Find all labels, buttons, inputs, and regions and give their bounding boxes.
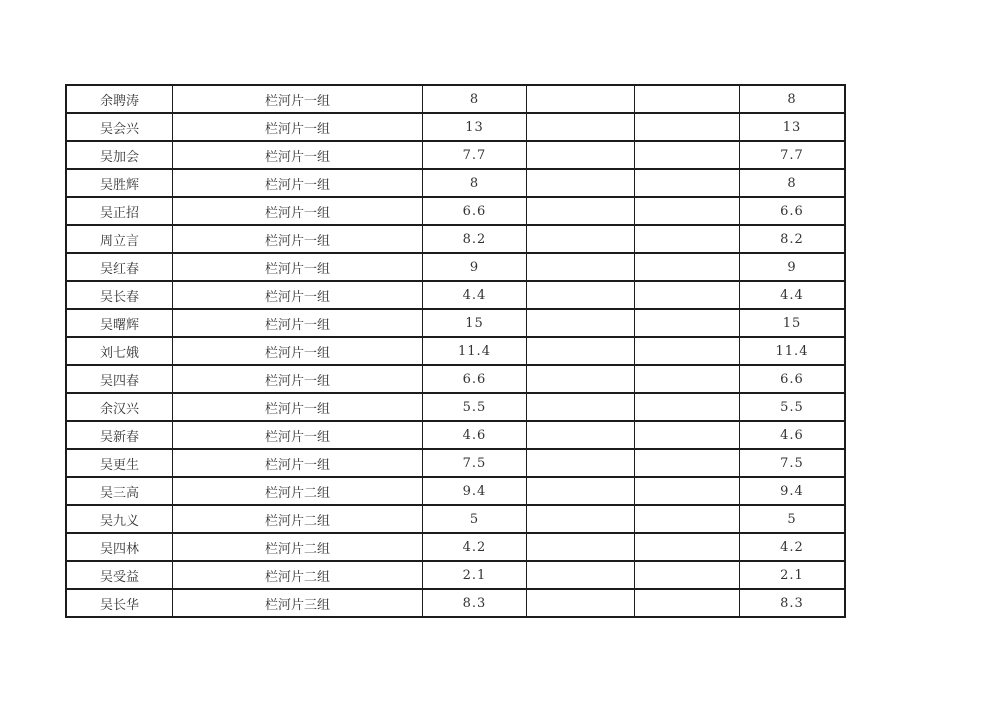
person-name-cell: 吴红春: [66, 253, 173, 281]
value1-cell: 8.2: [423, 225, 527, 253]
empty-cell-2: [635, 449, 740, 477]
group-cell: 栏河片二组: [173, 477, 423, 505]
table-row: [66, 253, 845, 281]
group-cell: 栏河片一组: [173, 309, 423, 337]
value1-cell: 7.5: [423, 449, 527, 477]
empty-cell-1: [527, 281, 635, 309]
group-cell: 栏河片二组: [173, 561, 423, 589]
value2-cell: 9: [740, 253, 846, 281]
person-name-cell: 吴会兴: [66, 113, 173, 141]
table-row: [66, 365, 845, 393]
value1-cell: 5: [423, 505, 527, 533]
group-cell: 栏河片一组: [173, 281, 423, 309]
empty-cell-2: [635, 169, 740, 197]
empty-cell-2: [635, 589, 740, 617]
table-row: [66, 225, 845, 253]
table-row: [66, 561, 845, 589]
value2-cell: 2.1: [740, 561, 846, 589]
table-row: [66, 113, 845, 141]
empty-cell-1: [527, 477, 635, 505]
value1-cell: 8: [423, 169, 527, 197]
person-name-cell: 吴曙辉: [66, 309, 173, 337]
table-row: [66, 85, 845, 113]
person-name-cell: 吴加会: [66, 141, 173, 169]
empty-cell-1: [527, 253, 635, 281]
empty-cell-1: [527, 589, 635, 617]
empty-cell-1: [527, 225, 635, 253]
group-cell: 栏河片一组: [173, 337, 423, 365]
value1-cell: 5.5: [423, 393, 527, 421]
empty-cell-1: [527, 309, 635, 337]
value2-cell: 8: [740, 85, 846, 113]
empty-cell-1: [527, 421, 635, 449]
group-cell: 栏河片一组: [173, 113, 423, 141]
person-name-cell: 吴正招: [66, 197, 173, 225]
value2-cell: 7.5: [740, 449, 846, 477]
value2-cell: 11.4: [740, 337, 846, 365]
group-cell: 栏河片一组: [173, 253, 423, 281]
value2-cell: 8.2: [740, 225, 846, 253]
table-row: [66, 589, 845, 617]
group-cell: 栏河片一组: [173, 449, 423, 477]
group-cell: 栏河片一组: [173, 169, 423, 197]
empty-cell-1: [527, 197, 635, 225]
table-row: [66, 309, 845, 337]
value1-cell: 8: [423, 85, 527, 113]
empty-cell-1: [527, 365, 635, 393]
value1-cell: 4.6: [423, 421, 527, 449]
table-row: [66, 281, 845, 309]
value1-cell: 6.6: [423, 365, 527, 393]
table-row: [66, 141, 845, 169]
person-name-cell: 吴四林: [66, 533, 173, 561]
value2-cell: 9.4: [740, 477, 846, 505]
person-name-cell: 吴更生: [66, 449, 173, 477]
table-row: [66, 449, 845, 477]
group-cell: 栏河片一组: [173, 421, 423, 449]
person-name-cell: 吴三高: [66, 477, 173, 505]
table-row: [66, 477, 845, 505]
empty-cell-2: [635, 505, 740, 533]
empty-cell-1: [527, 113, 635, 141]
empty-cell-1: [527, 533, 635, 561]
value1-cell: 4.4: [423, 281, 527, 309]
empty-cell-2: [635, 393, 740, 421]
table-row: [66, 533, 845, 561]
value1-cell: 4.2: [423, 533, 527, 561]
table-row: [66, 505, 845, 533]
value1-cell: 11.4: [423, 337, 527, 365]
empty-cell-2: [635, 477, 740, 505]
empty-cell-1: [527, 85, 635, 113]
table-row: [66, 421, 845, 449]
person-name-cell: 刘七娥: [66, 337, 173, 365]
value2-cell: 4.6: [740, 421, 846, 449]
table-row: [66, 197, 845, 225]
person-name-cell: 吴四春: [66, 365, 173, 393]
empty-cell-1: [527, 169, 635, 197]
value2-cell: 6.6: [740, 365, 846, 393]
value1-cell: 2.1: [423, 561, 527, 589]
group-cell: 栏河片三组: [173, 589, 423, 617]
person-name-cell: 吴新春: [66, 421, 173, 449]
value2-cell: 15: [740, 309, 846, 337]
empty-cell-1: [527, 337, 635, 365]
value1-cell: 8.3: [423, 589, 527, 617]
group-cell: 栏河片一组: [173, 85, 423, 113]
empty-cell-1: [527, 393, 635, 421]
empty-cell-2: [635, 281, 740, 309]
value2-cell: 4.4: [740, 281, 846, 309]
person-name-cell: 周立言: [66, 225, 173, 253]
group-cell: 栏河片一组: [173, 225, 423, 253]
value1-cell: 13: [423, 113, 527, 141]
empty-cell-2: [635, 141, 740, 169]
person-name-cell: 吴九义: [66, 505, 173, 533]
empty-cell-1: [527, 141, 635, 169]
value2-cell: 8: [740, 169, 846, 197]
value1-cell: 6.6: [423, 197, 527, 225]
value1-cell: 7.7: [423, 141, 527, 169]
empty-cell-2: [635, 421, 740, 449]
empty-cell-2: [635, 365, 740, 393]
value1-cell: 15: [423, 309, 527, 337]
person-name-cell: 吴胜辉: [66, 169, 173, 197]
person-name-cell: 吴长春: [66, 281, 173, 309]
table-row: [66, 393, 845, 421]
person-name-cell: 余聘涛: [66, 85, 173, 113]
value2-cell: 5: [740, 505, 846, 533]
value2-cell: 6.6: [740, 197, 846, 225]
empty-cell-2: [635, 337, 740, 365]
person-name-cell: 吴长华: [66, 589, 173, 617]
group-cell: 栏河片二组: [173, 505, 423, 533]
empty-cell-2: [635, 113, 740, 141]
value2-cell: 8.3: [740, 589, 846, 617]
table-row: [66, 169, 845, 197]
empty-cell-2: [635, 533, 740, 561]
value1-cell: 9.4: [423, 477, 527, 505]
empty-cell-1: [527, 505, 635, 533]
empty-cell-1: [527, 561, 635, 589]
group-cell: 栏河片一组: [173, 141, 423, 169]
group-cell: 栏河片二组: [173, 533, 423, 561]
value2-cell: 7.7: [740, 141, 846, 169]
beneficiary-table: [65, 84, 846, 618]
person-name-cell: 余汉兴: [66, 393, 173, 421]
group-cell: 栏河片一组: [173, 393, 423, 421]
group-cell: 栏河片一组: [173, 365, 423, 393]
value2-cell: 13: [740, 113, 846, 141]
table-row: [66, 337, 845, 365]
empty-cell-2: [635, 309, 740, 337]
empty-cell-2: [635, 253, 740, 281]
person-name-cell: 吴受益: [66, 561, 173, 589]
empty-cell-2: [635, 561, 740, 589]
empty-cell-1: [527, 449, 635, 477]
value1-cell: 9: [423, 253, 527, 281]
empty-cell-2: [635, 197, 740, 225]
table-body: [66, 85, 845, 617]
empty-cell-2: [635, 225, 740, 253]
empty-cell-2: [635, 85, 740, 113]
value2-cell: 4.2: [740, 533, 846, 561]
group-cell: 栏河片一组: [173, 197, 423, 225]
value2-cell: 5.5: [740, 393, 846, 421]
